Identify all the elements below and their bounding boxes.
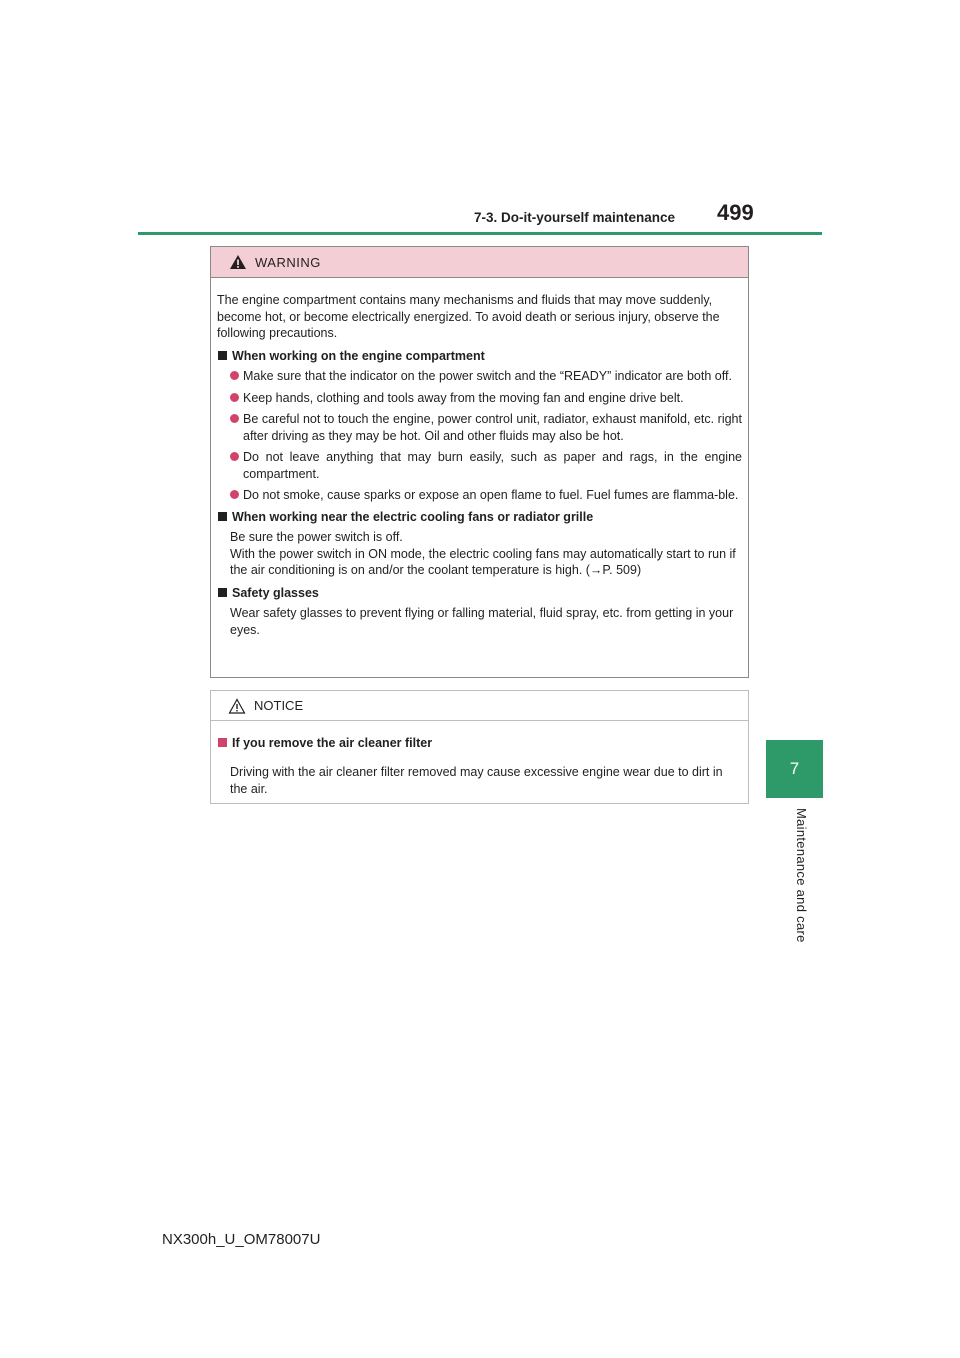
dot-bullet-icon <box>230 371 239 380</box>
warning-title: WARNING <box>255 254 321 270</box>
dot-bullet-icon <box>230 490 239 499</box>
notice-body <box>211 721 748 797</box>
warning-header <box>211 247 748 278</box>
notice-text: Driving with the air cleaner filter removed may cause excessive engine wear due to dirt in the air. <box>230 765 723 796</box>
square-bullet-icon <box>218 512 227 521</box>
warning-box <box>210 246 749 678</box>
warning-list-item: Make sure that the indicator on the power switch and the “READY” indicator are both off. <box>217 368 742 385</box>
dot-bullet-icon <box>230 393 239 402</box>
warning-intro: The engine compartment contains many mechanisms and fluids that may move suddenly, become hot, or become electrically energized. To avoid death or serious injury, observe the following precautions. <box>217 293 720 340</box>
notice-header <box>211 691 748 721</box>
square-bullet-icon <box>218 351 227 360</box>
caution-triangle-icon <box>228 698 246 714</box>
warning-list-item: Keep hands, clothing and tools away from the moving fan and engine drive belt. <box>217 390 742 407</box>
warning-body <box>211 278 748 638</box>
document-code: NX300h_U_OM78007U <box>162 1231 321 1248</box>
dot-bullet-icon <box>230 414 239 423</box>
warning-list-item: Do not smoke, cause sparks or expose an open flame to fuel. Fuel fumes are flamma-ble. <box>217 487 742 504</box>
warning-text: Be sure the power switch is off. With the power switch in ON mode, the electric cooling fans may automatically start to run if the air conditioning is on and/or the coolant temperature is high. (→P. 509) <box>230 530 736 577</box>
warning-subheading: When working near the electric cooling fans or radiator grille <box>217 509 742 526</box>
dot-bullet-icon <box>230 452 239 461</box>
section-title: 7-3. Do-it-yourself maintenance <box>474 210 676 225</box>
chapter-number: 7 <box>789 759 800 778</box>
warning-triangle-icon <box>229 254 247 270</box>
warning-subheading: When working on the engine compartment <box>217 348 742 365</box>
notice-title: NOTICE <box>254 698 304 713</box>
header-rule <box>138 232 822 235</box>
page-number: 499 <box>717 200 754 225</box>
square-bullet-icon <box>218 738 227 747</box>
warning-subheading: Safety glasses <box>217 585 742 602</box>
chapter-title: Maintenance and care <box>794 808 809 943</box>
notice-box <box>210 690 749 804</box>
warning-list-item: Be careful not to touch the engine, power control unit, radiator, exhaust manifold, etc. right after driving as they may be hot. Oil and other fluids may also be hot. <box>217 411 742 444</box>
warning-list-item: Do not leave anything that may burn easily, such as paper and rags, in the engine compartment. <box>217 449 742 482</box>
chapter-tab[interactable] <box>766 740 823 798</box>
square-bullet-icon <box>218 588 227 597</box>
warning-text: Wear safety glasses to prevent flying or falling material, fluid spray, etc. from getting in your eyes. <box>230 606 734 637</box>
notice-subheading: If you remove the air cleaner filter <box>217 735 742 752</box>
